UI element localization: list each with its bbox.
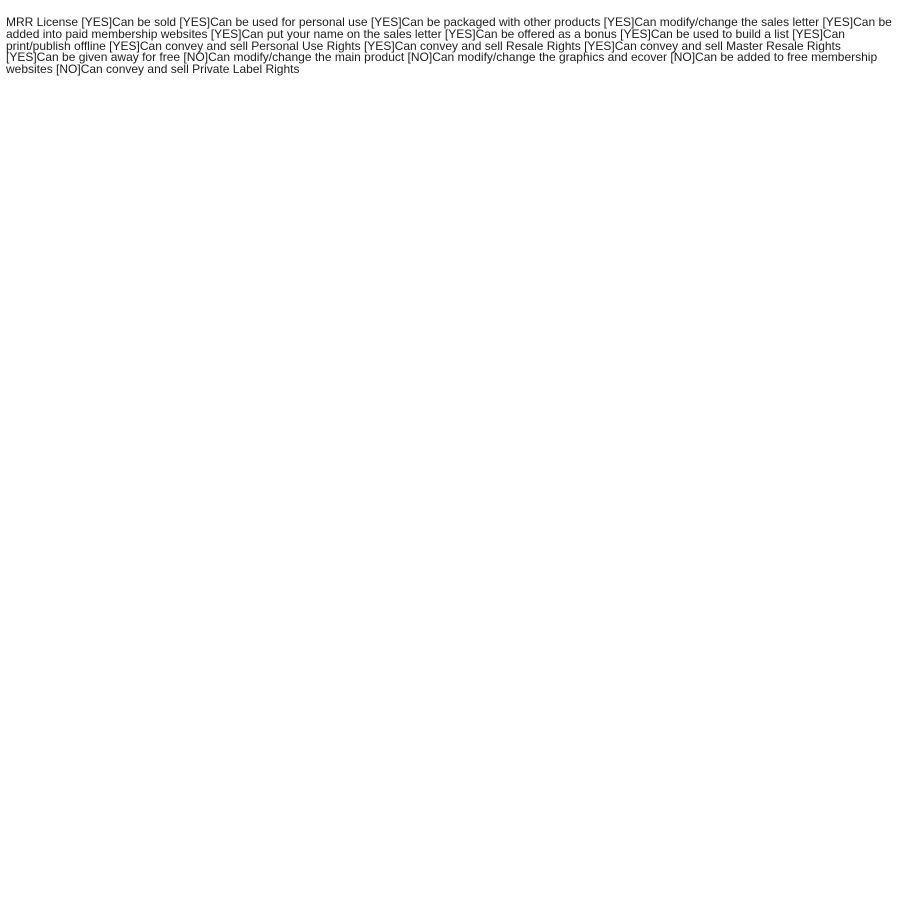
mrr-license-paragraph: MRR License [YES]Can be sold [YES]Can be used for personal use [YES]Can be packaged with other products [YES]Can modify/change the sales letter [YES]Can be added into paid membership websites [YES]Can put your name on the sales letter [YES]Can be offered as a bonus [YES]Can be used to build a list [YES]Can print/publish offline [YES]Can convey and sell Personal Use Rights [YES]Can convey and sell Resale Rights [YES]Can convey and sell Master Resale Rights [YES]Can be given away for free [NO]Can modify/change the main product [NO]Can modify/change the graphics and ecover [NO]Can be added to free membership websites [NO]Can convey and sell Private Label Rights [6,15,892,77]
